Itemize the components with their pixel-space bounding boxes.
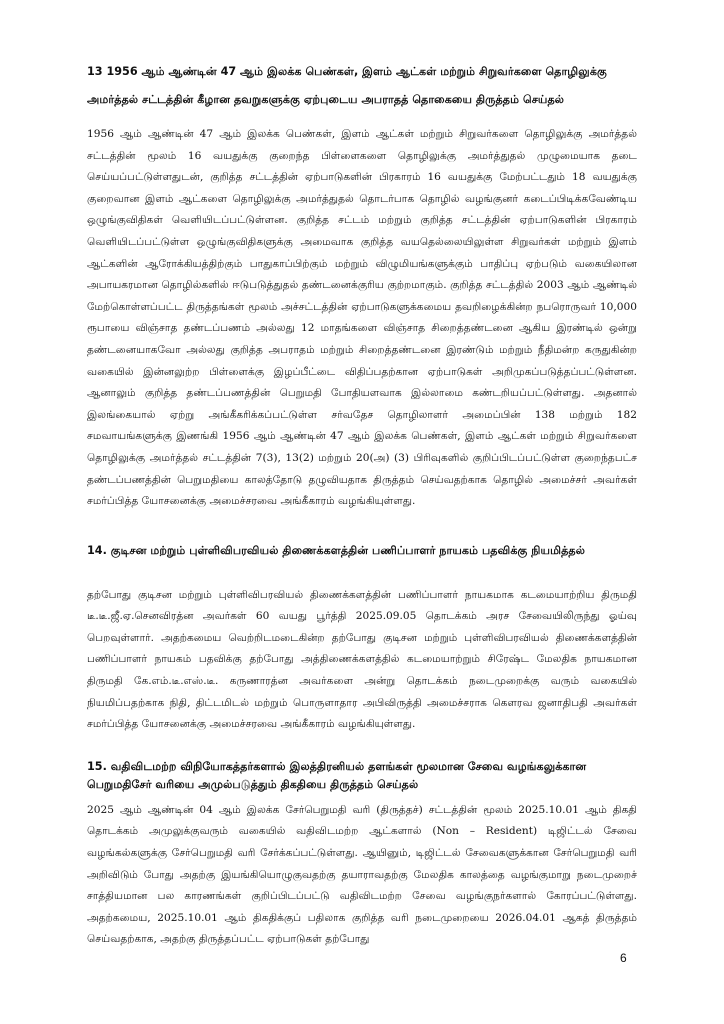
section-15-heading: 15. வதிவிடமற்ற விநியோகத்தர்களால் இலத்திரனியல் தளங்கள் மூலமான சேவை வழங்கலுக்கான பெறுமதிசேர் வரியை அமுல்படுத்தும் திகதியை திருத்தம் செய்தல் (87, 759, 587, 791)
section-13-body: 1956 ஆம் ஆண்டின் 47 ஆம் இலக்க பெண்கள், இளம் ஆட்கள் மற்றும் சிறுவர்களை தொழிலுக்கு அமர்த்தல் சட்டத்தின் மூலம் 16 வயதுக்கு குறைந்த பிள்ளைகளை தொழிலுக்கு அமர்த்துதல் முழுமையாக தடை செய்யப்பட்டுள்ளதுடன், குறித்த சட்டத்தின் ஏற்பாடுகளின் பிரகாரம் 16 வயதுக்கு மேற்பட்டதும் 18 வயதுக்கு குறைவான இளம் ஆட்களை தொழிலுக்கு அமர்த்துதல் தொடர்பாக தொழில் வழங்குனர் கடைப்பிடிக்கவேண்டிய ஒழுங்குவிதிகள் வெளியிடப்பட்டுள்ளன. குறித்த சட்டம் மற்றும் குறித்த சட்டத்தின் ஏற்பாடுகளின் பிரகாரம் வெளியிடப்பட்டுள்ள ஒழுங்குவிதிகளுக்கு அமைவாக குறித்த வயதெல்லையிலுள்ள சிறுவர்கள் மற்றும் இளம் ஆட்களின் ஆரோக்கியத்திற்கும் பாதுகாப்பிற்கும் மற்றும் விழுமியங்களுக்கும் பாதிப்பு ஏற்படும் வகையிலான அபாயகரமான தொழில்களில் ஈடுபடுத்துதல் தண்டனைக்குரிய குற்றமாகும். குறித்த சட்டத்தில் 2003 ஆம் ஆண்டில் மேற்கொள்ளப்பட்ட திருத்தங்கள் மூலம் அச்சட்டத்தின் ஏற்பாடுகளுக்கமைய தவறிழைக்கின்ற நபரொருவர் 10,000 ரூபாயை விஞ்சாத தண்டப்பணம் அல்லது 12 மாதங்களை விஞ்சாத சிறைத்தண்டனை ஆகிய இரண்டில் ஒன்று தண்டனையாகவோ அல்லது குறித்த அபராதம் மற்றும் சிறைத்தண்டனை இரண்டும் மற்றும் நீதிமன்ற கருதுகின்ற வகையில் இன்னலுற்ற பிள்ளைக்கு இழப்பீட்டை விதிப்பதற்கான ஏற்பாடுகள் அறிமுகப்படுத்தப்பட்டுள்ளன. ஆனாலும் குறித்த தண்டப்பணத்தின் பெறுமதி போதியளவாக இல்லாமை கண்டறியப்பட்டுள்ளது. அதனால் இலங்கையால் ஏற்று அங்கீகரிக்கப்பட்டுள்ள சர்வதேச தொழிலாளர் அமைப்பின் 138 மற்றும் 182 சமவாயங்களுக்கு இணங்கி 1956 ஆம் ஆண்டின் 47 ஆம் இலக்க பெண்கள், இளம் ஆட்கள் மற்றும் சிறுவர்களை தொழிலுக்கு அமர்த்தல் சட்டத்தின் 7(3), 13(2) மற்றும் 20(அ) (3) பிரிவுகளில் குறிப்பிடப்பட்டுள்ள குறைந்தபட்ச தண்டப்பணத்தின் பெறுமதியை காலத்தோடு தழுவியதாக திருத்தம் செய்வதற்காக தொழில் அமைச்சர் அவர்கள் சமர்ப்பித்த யோசனைக்கு அமைச்சரவை அங்கீகாரம் வழங்கியுள்ளது. (87, 128, 637, 508)
section-14-body: தற்போது குடிசன மற்றும் புள்ளிவிபரவியல் திணைக்களத்தின் பணிப்பாளர் நாயகமாக கடமையாற்றிய திருமதி டீ.டீ.ஜீ.ஏ.செனவிரத்ன அவர்கள் 60 வயது பூர்த்தி 2025.09.05 தொடக்கம் அரச சேவையிலிருந்து ஓய்வு பெறவுள்ளார். அதற்கமைய வெற்றிடமடைகின்ற தற்போது குடிசன மற்றும் புள்ளிவிபரவியல் திணைக்களத்தின் பணிப்பாளர் நாயகம் பதவிக்கு தற்போது அத்திணைக்களத்தில் கடமையாற்றும் சிரேஷ்ட மேலதிக நாயகமான திருமதி கே.எம்.டீ.எஸ்.டீ. கருணாரத்ன அவர்களை அன்று தொடக்கம் நடைமுறைக்கு வரும் வகையில் நியமிப்பதற்காக நிதி, திட்டமிடல் மற்றும் பொருளாதார அபிவிருத்தி அமைச்சராக கௌரவ ஜனாதிபதி அவர்கள் சமர்ப்பித்த யோசனைக்கு அமைச்சரவை அங்கீகாரம் வழங்கியுள்ளது. (87, 588, 637, 731)
document-page (87, 58, 637, 951)
section-15-body: 2025 ஆம் ஆண்டின் 04 ஆம் இலக்க சேர்பெறுமதி வரி (திருத்தச்) சட்டத்தின் மூலம் 2025.10.01 ஆம் திகதி தொடக்கம் அமுலுக்குவரும் வகையில் வதிவிடமற்ற ஆட்களால் (Non – Resident) டிஜிட்டல் சேவை வழங்கல்களுக்கு சேர்பெறுமதி வரி சேர்க்கப்பட்டுள்ளது. ஆயினும், டிஜிட்டல் சேவைகளுக்கான சேர்பெறுமதி வரி அறிவிடும் போது அதற்கு இயங்கியொழுகுவதற்கு தயாராவதற்கு மேலதிக காலத்தை வழங்குமாறு நடைமுறைச் சாத்தியமான பல காரணங்கள் குறிப்பிடப்பட்டு வதிவிடமற்ற சேவை வழங்குநர்களால் கோரப்பட்டுள்ளது. அதற்கமைய, 2025.10.01 ஆம் திகதிக்குப் பதிலாக குறித்த வரி நடைமுறையை 2026.04.01 ஆகத் திருத்தம் செய்வதற்காக, அதற்கு திருத்தப்பட்ட ஏற்பாடுகள் தற்போது (87, 803, 637, 946)
section-14-heading: 14. குடிசன மற்றும் புள்ளிவிபரவியல் திணைக்களத்தின் பணிப்பாளர் நாயகம் பதவிக்கு நியமித்தல் (87, 543, 585, 557)
page-number: 6 (620, 951, 627, 965)
section-13-heading: 13 1956 ஆம் ஆண்டின் 47 ஆம் இலக்க பெண்கள், இளம் ஆட்கள் மற்றும் சிறுவர்களை தொழிலுக்கு அமர்த்தல் சட்டத்தின் கீழான தவறுகளுக்கு ஏற்புடைய அபராதத் தொகையை திருத்தம் செய்தல் (87, 65, 607, 106)
